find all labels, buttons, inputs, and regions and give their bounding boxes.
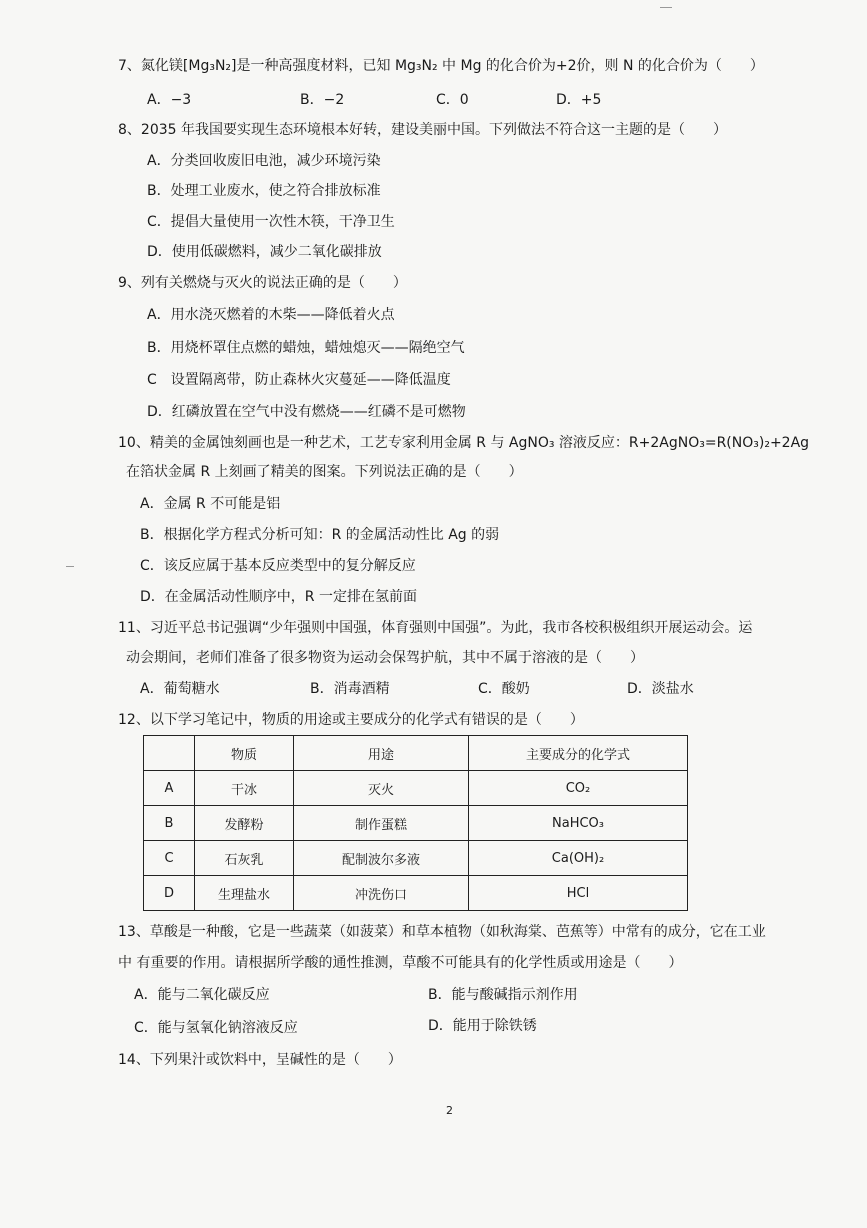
q10-stem-line2: 在箔状金属 R 上刻画了精美的图案。下列说法正确的是（ ）	[126, 464, 523, 480]
q13-option-a: A．能与二氧化碳反应	[134, 987, 270, 1003]
q11-option-b: B．消毒酒精	[310, 681, 390, 697]
table-cell: 灭火	[294, 771, 469, 806]
q7-option-a: A．−3	[147, 92, 192, 108]
q10-option-c: C．该反应属于基本反应类型中的复分解反应	[140, 558, 416, 574]
q9-option-c: C 设置隔离带，防止森林火灾蔓延——降低温度	[147, 372, 451, 388]
table-cell: A	[144, 771, 195, 806]
q12-stem: 12、以下学习笔记中，物质的用途或主要成分的化学式有错误的是（ ）	[118, 712, 584, 728]
table-cell: 生理盐水	[195, 876, 294, 911]
table-row	[144, 806, 688, 841]
q10-option-a: A．金属 R 不可能是铝	[140, 496, 281, 512]
q11-option-c: C．酸奶	[478, 681, 530, 697]
q9-stem: 9、列有关燃烧与灭火的说法正确的是（ ）	[118, 275, 407, 291]
table-cell: Ca(OH)₂	[469, 841, 688, 876]
q13-stem-line1: 13、草酸是一种酸，它是一些蔬菜（如菠菜）和草本植物（如秋海棠、芭蕉等）中常有的成分，它在工业	[118, 924, 766, 940]
table-cell: 石灰乳	[195, 841, 294, 876]
q9-option-a: A．用水浇灭燃着的木柴——降低着火点	[147, 307, 395, 323]
q12-table	[143, 735, 688, 911]
q7-option-b: B．−2	[300, 92, 345, 108]
page-number: 2	[446, 1104, 453, 1117]
q8-option-a: A．分类回收废旧电池，减少环境污染	[147, 153, 381, 169]
table-header-cell: 物质	[195, 736, 294, 771]
table-cell: D	[144, 876, 195, 911]
table-cell: 配制波尔多液	[294, 841, 469, 876]
table-cell: 制作蛋糕	[294, 806, 469, 841]
scan-mark	[660, 7, 672, 8]
table-cell: 冲洗伤口	[294, 876, 469, 911]
table-header-row	[144, 736, 688, 771]
table-cell: B	[144, 806, 195, 841]
table-row	[144, 841, 688, 876]
q7-stem: 7、氮化镁[Mg₃N₂]是一种高强度材料，已知 Mg₃N₂ 中 Mg 的化合价为+2价，则 N 的化合价为（ ）	[118, 58, 764, 74]
q11-stem-line2: 动会期间，老师们准备了很多物资为运动会保驾护航，其中不属于溶液的是（ ）	[126, 650, 644, 666]
table-row	[144, 876, 688, 911]
q7-option-c: C．0	[436, 92, 469, 108]
q7-option-d: D．+5	[556, 92, 602, 108]
q8-stem: 8、2035 年我国要实现生态环境根本好转，建设美丽中国。下列做法不符合这一主题的是（ ）	[118, 122, 727, 138]
q11-option-a: A．葡萄糖水	[140, 681, 220, 697]
table-header-cell: 用途	[294, 736, 469, 771]
q9-option-d: D．红磷放置在空气中没有燃烧——红磷不是可燃物	[147, 404, 466, 420]
table-row	[144, 771, 688, 806]
q8-option-d: D．使用低碳燃料，减少二氧化碳排放	[147, 244, 382, 260]
q9-option-b: B．用烧杯罩住点燃的蜡烛，蜡烛熄灭——隔绝空气	[147, 340, 465, 356]
q10-option-b: B．根据化学方程式分析可知：R 的金属活动性比 Ag 的弱	[140, 527, 500, 543]
q13-option-d: D．能用于除铁锈	[428, 1018, 537, 1034]
q14-stem: 14、下列果汁或饮料中，呈碱性的是（ ）	[118, 1052, 402, 1068]
q13-option-b: B．能与酸碱指示剂作用	[428, 987, 578, 1003]
q11-stem-line1: 11、习近平总书记强调“少年强则中国强，体育强则中国强”。为此，我市各校积极组织开展运动会。运	[118, 620, 753, 636]
table-cell: CO₂	[469, 771, 688, 806]
scan-mark	[66, 566, 74, 567]
q10-option-d: D．在金属活动性顺序中，R 一定排在氢前面	[140, 589, 417, 605]
table-header-cell: 主要成分的化学式	[469, 736, 688, 771]
table-cell: NaHCO₃	[469, 806, 688, 841]
table-header-cell	[144, 736, 195, 771]
table-cell: HCl	[469, 876, 688, 911]
q8-option-c: C．提倡大量使用一次性木筷，干净卫生	[147, 214, 395, 230]
q13-option-c: C．能与氢氧化钠溶液反应	[134, 1020, 298, 1036]
table-cell: 干冰	[195, 771, 294, 806]
q10-stem-line1: 10、精美的金属蚀刻画也是一种艺术，工艺专家利用金属 R 与 AgNO₃ 溶液反应：R+2AgNO₃=R(NO₃)₂+2Ag	[118, 435, 810, 451]
q11-option-d: D．淡盐水	[627, 681, 694, 697]
table-cell: C	[144, 841, 195, 876]
table-cell: 发酵粉	[195, 806, 294, 841]
q8-option-b: B．处理工业废水，使之符合排放标准	[147, 183, 381, 199]
q13-stem-line2: 中 有重要的作用。请根据所学酸的通性推测，草酸不可能具有的化学性质或用途是（ ）	[118, 955, 683, 971]
